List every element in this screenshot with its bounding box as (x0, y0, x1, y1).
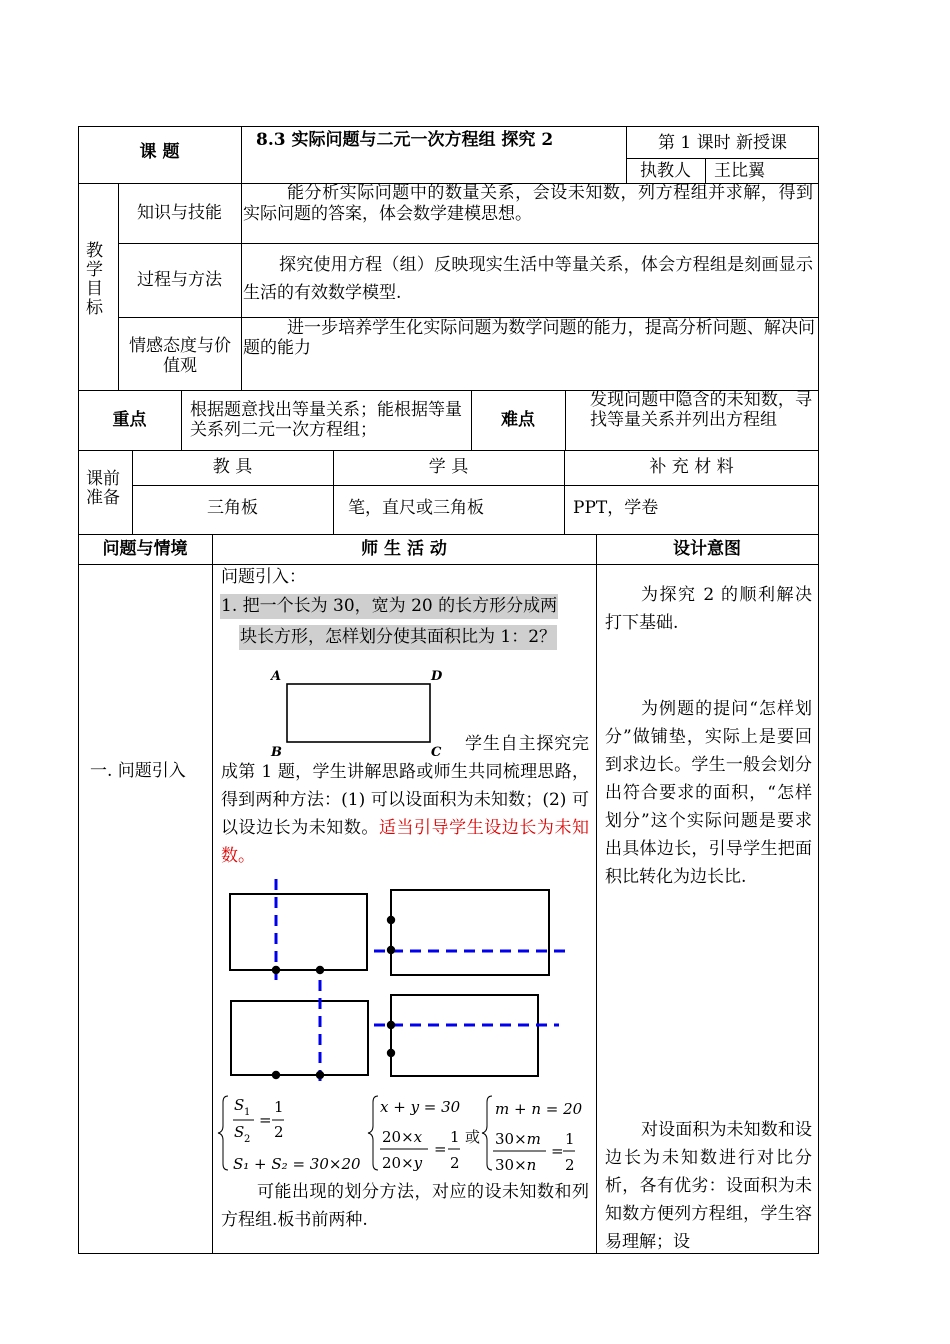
vertex-b-label: B (271, 745, 282, 760)
svg-text:2: 2 (274, 1123, 284, 1141)
svg-text:30×n: 30×n (495, 1156, 537, 1174)
equation-m-plus-n: m + n = 20 (495, 1100, 583, 1118)
equation-system-length-x (368, 1096, 461, 1172)
difficult-point-content: 发现问题中隐含的未知数，寻找等量关系并列出方程组 (590, 390, 812, 430)
design-intent-3: 对设面积为未知数和设边长为未知数进行对比分析，各有优劣：设面积为未知数方便列方程组，学生容易理解；设 (605, 1120, 812, 1252)
key-point-label: 重点 (112, 410, 147, 430)
explore-red-hint: 适当引导学生设边长为未知数。 (221, 818, 590, 866)
division-diagram-horizontal-1 (374, 890, 570, 975)
svg-text:=: = (259, 1111, 272, 1129)
svg-text:20×y: 20×y (382, 1154, 423, 1172)
difficult-point-label: 难点 (501, 410, 535, 430)
prep-value-student-tools: 笔，直尺或三角板 (348, 498, 484, 518)
objectives-group-label: 教学目标 (86, 241, 103, 318)
equation-system-length-m (482, 1096, 583, 1174)
division-diagram-vertical-1 (230, 879, 367, 980)
svg-text:1: 1 (244, 1107, 251, 1118)
closing-paragraph: 可能出现的划分方法，对应的设未知数和列方程组.板书前两种. (221, 1182, 589, 1230)
equation-x-plus-y: x + y = 30 (380, 1098, 461, 1116)
design-intent-2: 为例题的提问“怎样划分”做铺垫，实际上是要回到求边长。学生一般会划分出符合要求的面积，“怎样划分”这个实际问题是要求出具体边长，引导学生把面积比转化为边长比. (605, 699, 812, 887)
activity-header-design: 设计意图 (673, 539, 741, 559)
intro-title: 问题引入： (221, 567, 306, 587)
svg-text:20×x: 20×x (382, 1128, 423, 1146)
lesson-title: 8.3 实际问题与二元一次方程组 探究 2 (256, 130, 554, 150)
svg-text:=: = (551, 1142, 564, 1160)
activity-header-activity: 师 生 活 动 (361, 539, 447, 559)
division-diagram-horizontal-2 (374, 995, 559, 1076)
division-diagram-vertical-2 (231, 980, 368, 1083)
prep-value-teacher-tools: 三角板 (207, 498, 258, 518)
prep-header-teacher-tools: 教 具 (212, 457, 253, 477)
vertex-c-label: C (431, 745, 442, 760)
activity-header-situation: 问题与情境 (102, 539, 188, 559)
svg-text:1: 1 (450, 1128, 460, 1146)
svg-text:1: 1 (274, 1098, 284, 1116)
key-point-content: 根据题意找出等量关系；能根据等量关系列二元一次方程组； (190, 400, 462, 440)
teacher-label: 执教人 (640, 161, 691, 181)
teacher-name: 王比翼 (714, 161, 765, 181)
vertex-a-label: A (271, 669, 282, 684)
svg-text:30×m: 30×m (495, 1130, 541, 1148)
problem-line-1: 1. 把一个长为 30，宽为 20 的长方形分成两 (220, 594, 558, 619)
objective-content-process: 探究使用方程（组）反映现实生活中等量关系，体会方程组是刻画显示生活的有效数学模型. (243, 255, 813, 303)
equation-system-area (218, 1096, 361, 1173)
objective-content-knowledge: 能分析实际问题中的数量关系，会设未知数，列方程组并求解，得到实际问题的答案，体会数学建模思想。 (243, 183, 813, 224)
prep-header-student-tools: 学 具 (428, 457, 469, 477)
vertex-d-label: D (431, 669, 443, 684)
svg-text:S: S (234, 1096, 245, 1114)
prep-value-materials: PPT，学卷 (573, 498, 659, 518)
equation-systems (214, 1090, 594, 1180)
svg-text:2: 2 (565, 1156, 575, 1174)
objective-content-emotion: 进一步培养学生化实际问题为数学问题的能力，提高分析问题、解决问题的能力 (243, 318, 815, 358)
svg-text:2: 2 (244, 1134, 251, 1145)
design-intent-1: 为探究 2 的顺利解决打下基础. (605, 585, 812, 633)
problem-line-2: 块长方形，怎样划分使其面积比为 1：2？ (239, 625, 557, 650)
objective-label-knowledge: 知识与技能 (137, 203, 222, 223)
objective-label-process: 过程与方法 (137, 270, 222, 290)
division-diagrams (214, 876, 594, 1088)
objective-label-emotion: 情感态度与价值观 (129, 336, 231, 376)
svg-text:S: S (234, 1123, 245, 1141)
or-word: 或 (465, 1128, 481, 1146)
svg-text:2: 2 (450, 1154, 460, 1172)
prep-label: 课前准备 (86, 469, 120, 508)
section-label: 一. 问题引入 (90, 761, 186, 781)
svg-text:1: 1 (565, 1130, 575, 1148)
explore-paragraph: 学生自主探究完成第 1 题，学生讲解思路或师生共同梳理思路，得到两种方法：(1) 可以设面积为未知数；(2) 可以设边长为未知数。适当引导学生设边长为未知数。 (221, 734, 590, 866)
lesson-period: 第 1 课时 新授课 (657, 133, 788, 153)
prep-header-materials: 补 充 材 料 (649, 457, 734, 477)
subject-label: 课 题 (139, 142, 180, 162)
equation-area-sum: S₁ + S₂ = 30×20 (233, 1155, 361, 1173)
svg-text:=: = (434, 1140, 447, 1158)
